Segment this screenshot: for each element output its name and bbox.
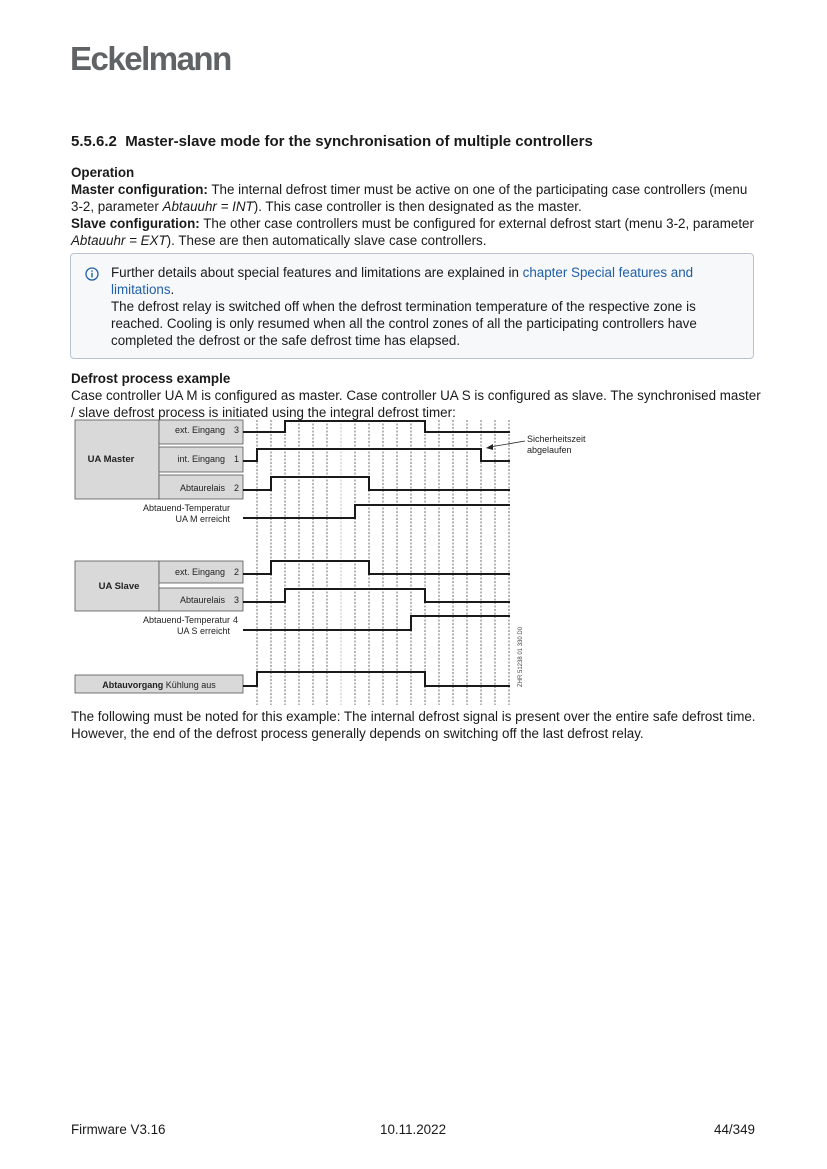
master-param: Abtauuhr = INT — [162, 199, 254, 214]
master-config-text-end: ). This case controller is then designated as the master. — [253, 199, 582, 214]
info-text-intro: Further details about special features and limitations are explained in — [111, 265, 523, 280]
signal-number-slave-abtaurelais: 3 — [233, 595, 239, 605]
signal-trace-slave-abtauend-temp — [243, 616, 510, 630]
signal-label-slave-abtauend-temp: Abtauend-Temperatur — [142, 615, 230, 625]
footer-date: 10.11.2022 — [380, 1122, 447, 1137]
company-logo: Eckelmann — [70, 40, 231, 77]
chapter-link[interactable]: chapter Special features and limitations — [111, 265, 694, 297]
operation-heading: Operation — [71, 165, 135, 180]
master-config-text: The internal defrost timer must be active on one of the participating case controllers (menu 3-2, parameter — [71, 182, 748, 214]
footer-page-number: 44/349 — [714, 1122, 755, 1137]
operation-block — [71, 164, 761, 249]
signal-trace-master-abtaurelais — [243, 477, 510, 490]
info-text-period: . — [170, 282, 175, 297]
section-title: Master-slave mode for the synchronisation of multiple controllers — [125, 133, 593, 150]
example-note: The following must be noted for this example: The internal defrost signal is present over the entire safe defrost time. However, the end of the defrost process generally depends on switching off the last defrost relay. — [71, 709, 756, 741]
signal-trace-slave-ext-eingang — [243, 561, 510, 574]
info-box — [70, 253, 754, 359]
grid-lines — [257, 420, 509, 705]
drawing-id: ZHR 51238 01 330 D0 — [518, 626, 524, 687]
info-text-detail: The defrost relay is switched off when the defrost termination temperature of the respective zone is reached. Cooling is only resumed when all the control zones of all the participating controllers have completed the defrost or the safe defrost time has elapsed. — [111, 299, 697, 348]
signal-trace-master-int-eingang — [243, 449, 510, 461]
signal-number-master-ext-eingang: 3 — [233, 425, 239, 435]
footer-firmware: Firmware V3.16 — [71, 1122, 166, 1137]
signal-label-master-int-eingang: int. Eingang — [177, 454, 225, 464]
signal-label-abtauvorgang: Abtauvorgang Kühlung aus — [102, 680, 216, 690]
signal-trace-master-ext-eingang — [243, 421, 510, 432]
signal-number-slave-ext-eingang: 2 — [233, 567, 239, 577]
signal-traces — [243, 421, 510, 686]
slave-param: Abtauuhr = EXT — [71, 233, 167, 248]
section-heading — [71, 133, 593, 150]
signal-label-slave-abtaurelais: Abtaurelais — [179, 595, 225, 605]
signal-trace-abtauvorgang — [243, 672, 510, 686]
signal-label-master-abtaurelais: Abtaurelais — [179, 483, 225, 493]
signal-label-master-ext-eingang: ext. Eingang — [174, 425, 225, 435]
arrow-head-icon — [486, 444, 493, 450]
slave-group-label: UA Slave — [98, 581, 140, 592]
slave-config-label: Slave configuration: — [71, 216, 200, 231]
slave-config-text: The other case controllers must be configured for external defrost start (menu 3-2, parameter — [199, 216, 754, 231]
signal-label-master-abtauend-temp: Abtauend-Temperatur — [142, 503, 230, 513]
master-group-label: UA Master — [87, 454, 135, 465]
signal-trace-master-abtauend-temp — [243, 505, 510, 518]
example-heading: Defrost process example — [71, 371, 231, 386]
example-intro: Case controller UA M is configured as master. Case controller UA S is configured as slave. The synchronised master / slave defrost process is initiated using the integral defrost timer: — [71, 388, 761, 420]
example-block — [71, 370, 761, 421]
info-text — [111, 264, 741, 349]
signal-label-slave-ext-eingang: ext. Eingang — [174, 567, 225, 577]
slave-config-text-end: ). These are then automatically slave case controllers. — [166, 233, 487, 248]
slave-configuration — [71, 215, 761, 249]
signal-number-master-abtaurelais: 2 — [233, 483, 239, 493]
section-number: 5.5.6.2 — [71, 133, 117, 150]
master-configuration — [71, 181, 761, 215]
annotation-line-1: Sicherheitszeit — [527, 434, 586, 444]
signal-label2-slave-abtauend-temp: UA S erreicht — [176, 626, 230, 636]
annotation-line-2: abgelaufen — [527, 445, 572, 455]
master-config-label: Master configuration: — [71, 182, 208, 197]
signal-label2-master-abtauend-temp: UA M erreicht — [175, 514, 230, 524]
signal-trace-slave-abtaurelais — [243, 589, 510, 602]
signal-number-master-int-eingang: 1 — [233, 454, 239, 464]
info-circle-icon — [85, 267, 99, 281]
signal-number-slave-abtauend-temp: 4 — [232, 615, 238, 625]
